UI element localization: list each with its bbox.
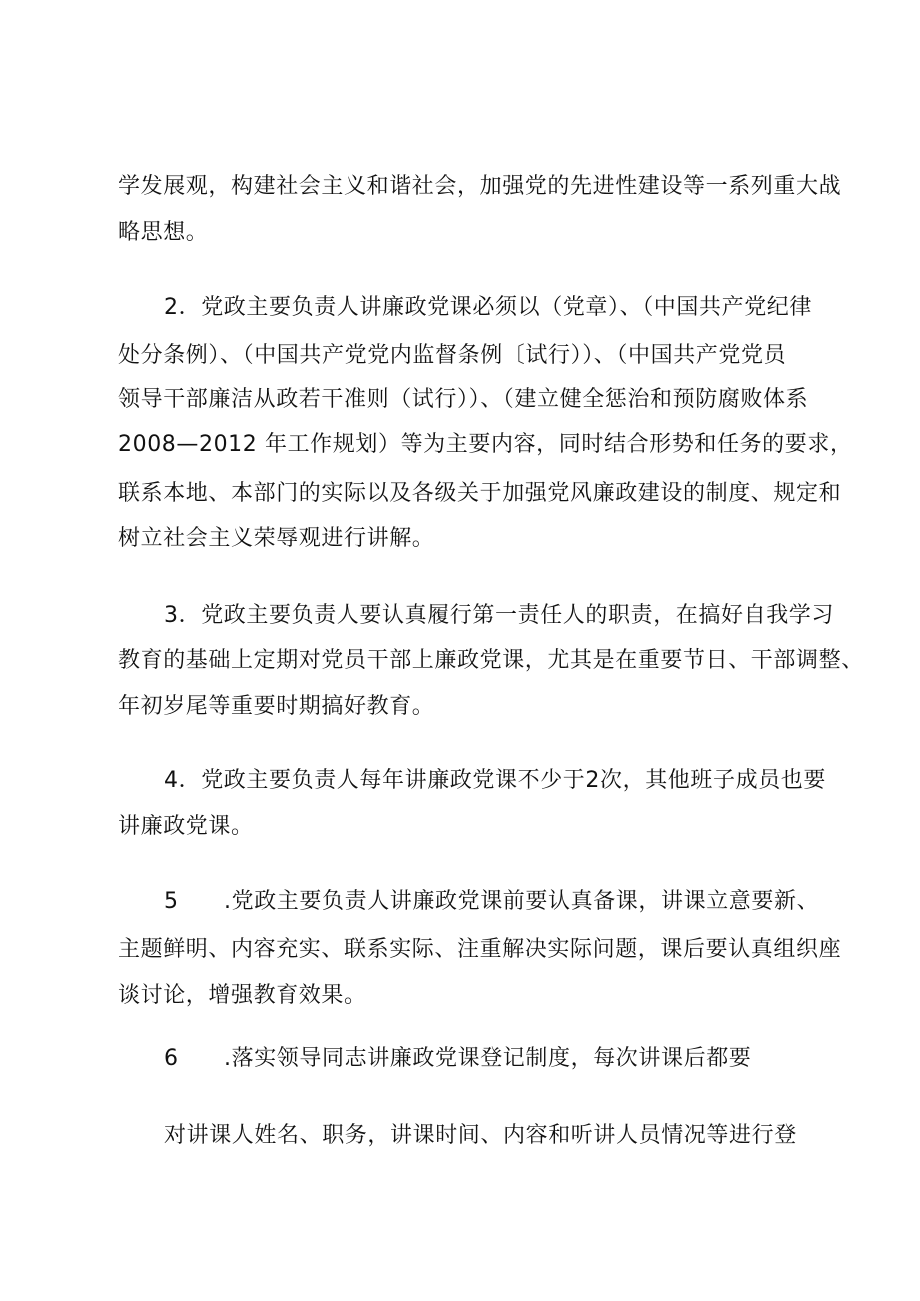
item-2-line: 联系本地、本部门的实际以及各级关于加强党风廉政建设的制度、规定和 bbox=[118, 481, 842, 506]
paragraph-line: 学发展观，构建社会主义和谐社会，加强党的先进性建设等一系列重大战 bbox=[118, 174, 842, 199]
item-5-line: 谈讨论，增强教育效果。 bbox=[118, 983, 367, 1008]
item-6-line: .落实领导同志讲廉政党课登记制度，每次讲课后都要 bbox=[224, 1046, 752, 1071]
item-5-line: 主题鲜明、内容充实、联系实际、注重解决实际问题，课后要认真组织座 bbox=[118, 937, 842, 962]
item-6-number: 6 bbox=[164, 1046, 178, 1071]
item-2-line: 树立社会主义荣辱观进行讲解。 bbox=[118, 526, 435, 551]
item-3-line: 教育的基础上定期对党员干部上廉政党课，尤其是在重要节日、干部调整、 bbox=[118, 648, 864, 673]
item-3-line: 年初岁尾等重要时期搞好教育。 bbox=[118, 694, 435, 719]
item-5-line: .党政主要负责人讲廉政党课前要认真备课，讲课立意要新、 bbox=[224, 889, 820, 914]
item-4-line: 4．党政主要负责人每年讲廉政党课不少于2次，其他班子成员也要 bbox=[164, 768, 826, 793]
item-3-line: 3．党政主要负责人要认真履行第一责任人的职责，在搞好自我学习 bbox=[164, 603, 834, 628]
item-6-line: 对讲课人姓名、职务，讲课时间、内容和听讲人员情况等进行登 bbox=[164, 1123, 797, 1148]
paragraph-line: 略思想。 bbox=[118, 220, 209, 245]
item-4-line: 讲廉政党课。 bbox=[118, 814, 254, 839]
item-2-line: 处分条例）、（中国共产党党内监督条例〔试行））、（中国共产党党员 bbox=[118, 343, 787, 368]
item-2-line: 2．党政主要负责人讲廉政党课必须以（党章）、（中国共产党纪律 bbox=[164, 295, 812, 320]
item-2-line: 2008—2012 年工作规划）等为主要内容，同时结合形势和任务的要求， bbox=[118, 432, 853, 457]
item-2-line: 领导干部廉洁从政若干准则（试行））、（建立健全惩治和预防腐败体系 bbox=[118, 387, 809, 412]
item-5-number: 5 bbox=[164, 889, 178, 914]
